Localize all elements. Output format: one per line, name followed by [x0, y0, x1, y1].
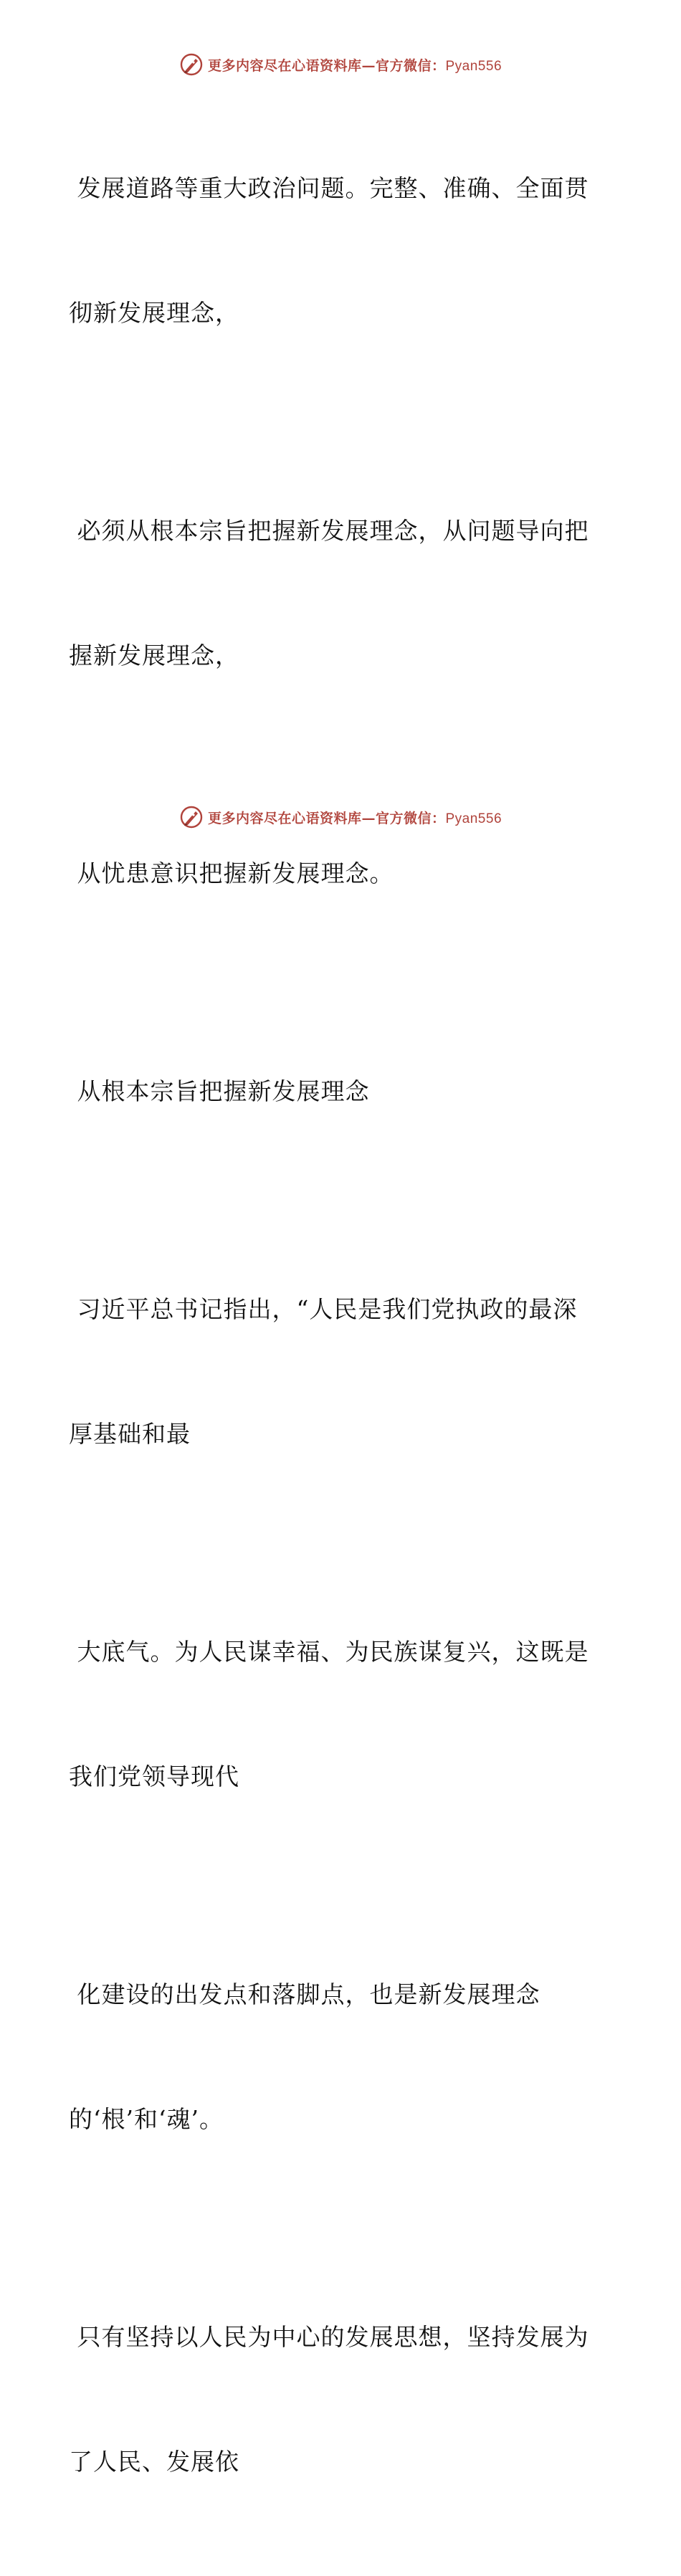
- paragraph-3: [69, 770, 596, 978]
- footer-banner: [0, 803, 681, 831]
- paragraph-6: [69, 1548, 596, 1881]
- text-line: 大底气。为人民谋幸福、为民族谋复兴，这既是: [69, 1638, 589, 1666]
- text-line: 的‘根’和‘魂’。: [69, 2105, 224, 2133]
- paragraph-8: [69, 2233, 596, 2566]
- header-banner: [0, 50, 681, 79]
- text-line: 发展道路等重大政治问题。完整、准确、全面贯: [69, 174, 589, 202]
- document-body: [69, 85, 596, 2576]
- text-line: 我们党领导现代: [69, 1762, 239, 1790]
- pen-logo-icon: [179, 805, 204, 829]
- paragraph-5: [69, 1206, 596, 1538]
- text-line: 了人民、发展依: [69, 2448, 239, 2476]
- paragraph-1: [69, 85, 596, 417]
- text-line: 彻新发展理念，: [69, 299, 239, 327]
- pen-logo-icon: [179, 52, 204, 77]
- text-line: 握新发展理念，: [69, 641, 239, 669]
- text-line: 从根本宗旨把握新发展理念: [69, 1077, 370, 1105]
- text-line: 从忧患意识把握新发展理念。: [69, 859, 394, 887]
- paragraph-2: [69, 427, 596, 760]
- text-line: 必须从根本宗旨把握新发展理念，从问题导向把: [69, 517, 589, 545]
- text-line: 厚基础和最: [69, 1420, 191, 1448]
- section-heading: [69, 988, 596, 1196]
- text-line: 只有坚持以人民为中心的发展思想，坚持发展为: [69, 2323, 589, 2351]
- text-line: 化建设的出发点和落脚点，也是新发展理念: [69, 1980, 540, 2008]
- paragraph-7: [69, 1891, 596, 2223]
- text-line: 习近平总书记指出，“人民是我们党执政的最深: [69, 1295, 578, 1323]
- header-banner-text: 更多内容尽在心语资料库—官方微信：Pyan556: [207, 57, 503, 74]
- footer-banner-text: 更多内容尽在心语资料库—官方微信：Pyan556: [207, 810, 503, 826]
